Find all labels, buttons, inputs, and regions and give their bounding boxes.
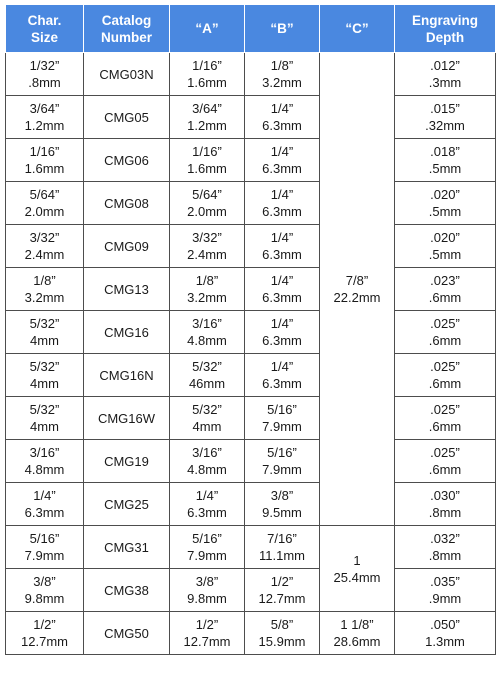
cell-c-group-3: 1 1/8” 28.6mm	[320, 612, 395, 655]
cell-a: 1/16” 1.6mm	[170, 139, 245, 182]
cell-a: 3/16” 4.8mm	[170, 311, 245, 354]
table-row	[6, 225, 496, 268]
table-row	[6, 483, 496, 526]
cell-catalog-number: CMG08	[84, 182, 170, 225]
cell-engraving-depth: .025” .6mm	[395, 311, 496, 354]
cell-char-size: 3/32” 2.4mm	[6, 225, 84, 268]
cell-a: 1/16” 1.6mm	[170, 53, 245, 96]
cell-a: 3/64” 1.2mm	[170, 96, 245, 139]
cell-engraving-depth: .050” 1.3mm	[395, 612, 496, 655]
cell-a: 1/2” 12.7mm	[170, 612, 245, 655]
header-b: “B”	[245, 5, 320, 53]
header-catalog-number: Catalog Number	[84, 5, 170, 53]
header-c: “C”	[320, 5, 395, 53]
cell-char-size: 1/4” 6.3mm	[6, 483, 84, 526]
cell-engraving-depth: .030” .8mm	[395, 483, 496, 526]
cell-c-group-1: 7/8” 22.2mm	[320, 53, 395, 526]
cell-engraving-depth: .018” .5mm	[395, 139, 496, 182]
table-row	[6, 268, 496, 311]
cell-char-size: 3/16” 4.8mm	[6, 440, 84, 483]
cell-b: 1/4” 6.3mm	[245, 139, 320, 182]
cell-engraving-depth: .015” .32mm	[395, 96, 496, 139]
cell-a: 5/16” 7.9mm	[170, 526, 245, 569]
cell-b: 3/8” 9.5mm	[245, 483, 320, 526]
cell-engraving-depth: .023” .6mm	[395, 268, 496, 311]
cell-catalog-number: CMG09	[84, 225, 170, 268]
cell-catalog-number: CMG03N	[84, 53, 170, 96]
table-row	[6, 139, 496, 182]
cell-b: 1/4” 6.3mm	[245, 354, 320, 397]
cell-char-size: 5/32” 4mm	[6, 354, 84, 397]
table-row	[6, 311, 496, 354]
cell-b: 1/4” 6.3mm	[245, 311, 320, 354]
header-char-size: Char. Size	[6, 5, 84, 53]
cell-catalog-number: CMG16	[84, 311, 170, 354]
cell-b: 1/8” 3.2mm	[245, 53, 320, 96]
cell-b: 5/8” 15.9mm	[245, 612, 320, 655]
cell-a: 1/8” 3.2mm	[170, 268, 245, 311]
cell-char-size: 1/2” 12.7mm	[6, 612, 84, 655]
cell-char-size: 1/8” 3.2mm	[6, 268, 84, 311]
cell-catalog-number: CMG16N	[84, 354, 170, 397]
cell-a: 1/4” 6.3mm	[170, 483, 245, 526]
cell-char-size: 1/32” .8mm	[6, 53, 84, 96]
cell-engraving-depth: .035” .9mm	[395, 569, 496, 612]
cell-char-size: 1/16” 1.6mm	[6, 139, 84, 182]
cell-catalog-number: CMG31	[84, 526, 170, 569]
cell-b: 1/4” 6.3mm	[245, 182, 320, 225]
cell-catalog-number: CMG25	[84, 483, 170, 526]
cell-b: 1/4” 6.3mm	[245, 96, 320, 139]
cell-catalog-number: CMG38	[84, 569, 170, 612]
header-row	[6, 5, 496, 53]
spec-table	[5, 4, 496, 655]
cell-catalog-number: CMG16W	[84, 397, 170, 440]
cell-b: 5/16” 7.9mm	[245, 440, 320, 483]
cell-catalog-number: CMG19	[84, 440, 170, 483]
cell-engraving-depth: .012” .3mm	[395, 53, 496, 96]
cell-char-size: 3/64” 1.2mm	[6, 96, 84, 139]
cell-char-size: 5/32” 4mm	[6, 397, 84, 440]
cell-engraving-depth: .025” .6mm	[395, 440, 496, 483]
cell-catalog-number: CMG50	[84, 612, 170, 655]
cell-a: 3/32” 2.4mm	[170, 225, 245, 268]
cell-engraving-depth: .025” .6mm	[395, 397, 496, 440]
cell-catalog-number: CMG13	[84, 268, 170, 311]
cell-engraving-depth: .032” .8mm	[395, 526, 496, 569]
cell-engraving-depth: .020” .5mm	[395, 182, 496, 225]
table-row	[6, 53, 496, 96]
header-engraving-depth: Engraving Depth	[395, 5, 496, 53]
table-row	[6, 182, 496, 225]
table-row	[6, 96, 496, 139]
cell-engraving-depth: .020” .5mm	[395, 225, 496, 268]
cell-b: 1/4” 6.3mm	[245, 268, 320, 311]
cell-catalog-number: CMG06	[84, 139, 170, 182]
cell-a: 3/8” 9.8mm	[170, 569, 245, 612]
cell-char-size: 5/32” 4mm	[6, 311, 84, 354]
cell-a: 5/32” 4mm	[170, 397, 245, 440]
cell-b: 1/4” 6.3mm	[245, 225, 320, 268]
cell-b: 5/16” 7.9mm	[245, 397, 320, 440]
cell-char-size: 3/8” 9.8mm	[6, 569, 84, 612]
table-row	[6, 397, 496, 440]
cell-engraving-depth: .025” .6mm	[395, 354, 496, 397]
cell-char-size: 5/16” 7.9mm	[6, 526, 84, 569]
cell-a: 5/64” 2.0mm	[170, 182, 245, 225]
table-row	[6, 526, 496, 569]
table-row	[6, 612, 496, 655]
table-row	[6, 569, 496, 612]
cell-char-size: 5/64” 2.0mm	[6, 182, 84, 225]
cell-a: 5/32” 46mm	[170, 354, 245, 397]
cell-b: 7/16” 11.1mm	[245, 526, 320, 569]
table-row	[6, 440, 496, 483]
cell-b: 1/2” 12.7mm	[245, 569, 320, 612]
cell-c-group-2: 1 25.4mm	[320, 526, 395, 612]
cell-a: 3/16” 4.8mm	[170, 440, 245, 483]
cell-catalog-number: CMG05	[84, 96, 170, 139]
table-row	[6, 354, 496, 397]
header-a: “A”	[170, 5, 245, 53]
